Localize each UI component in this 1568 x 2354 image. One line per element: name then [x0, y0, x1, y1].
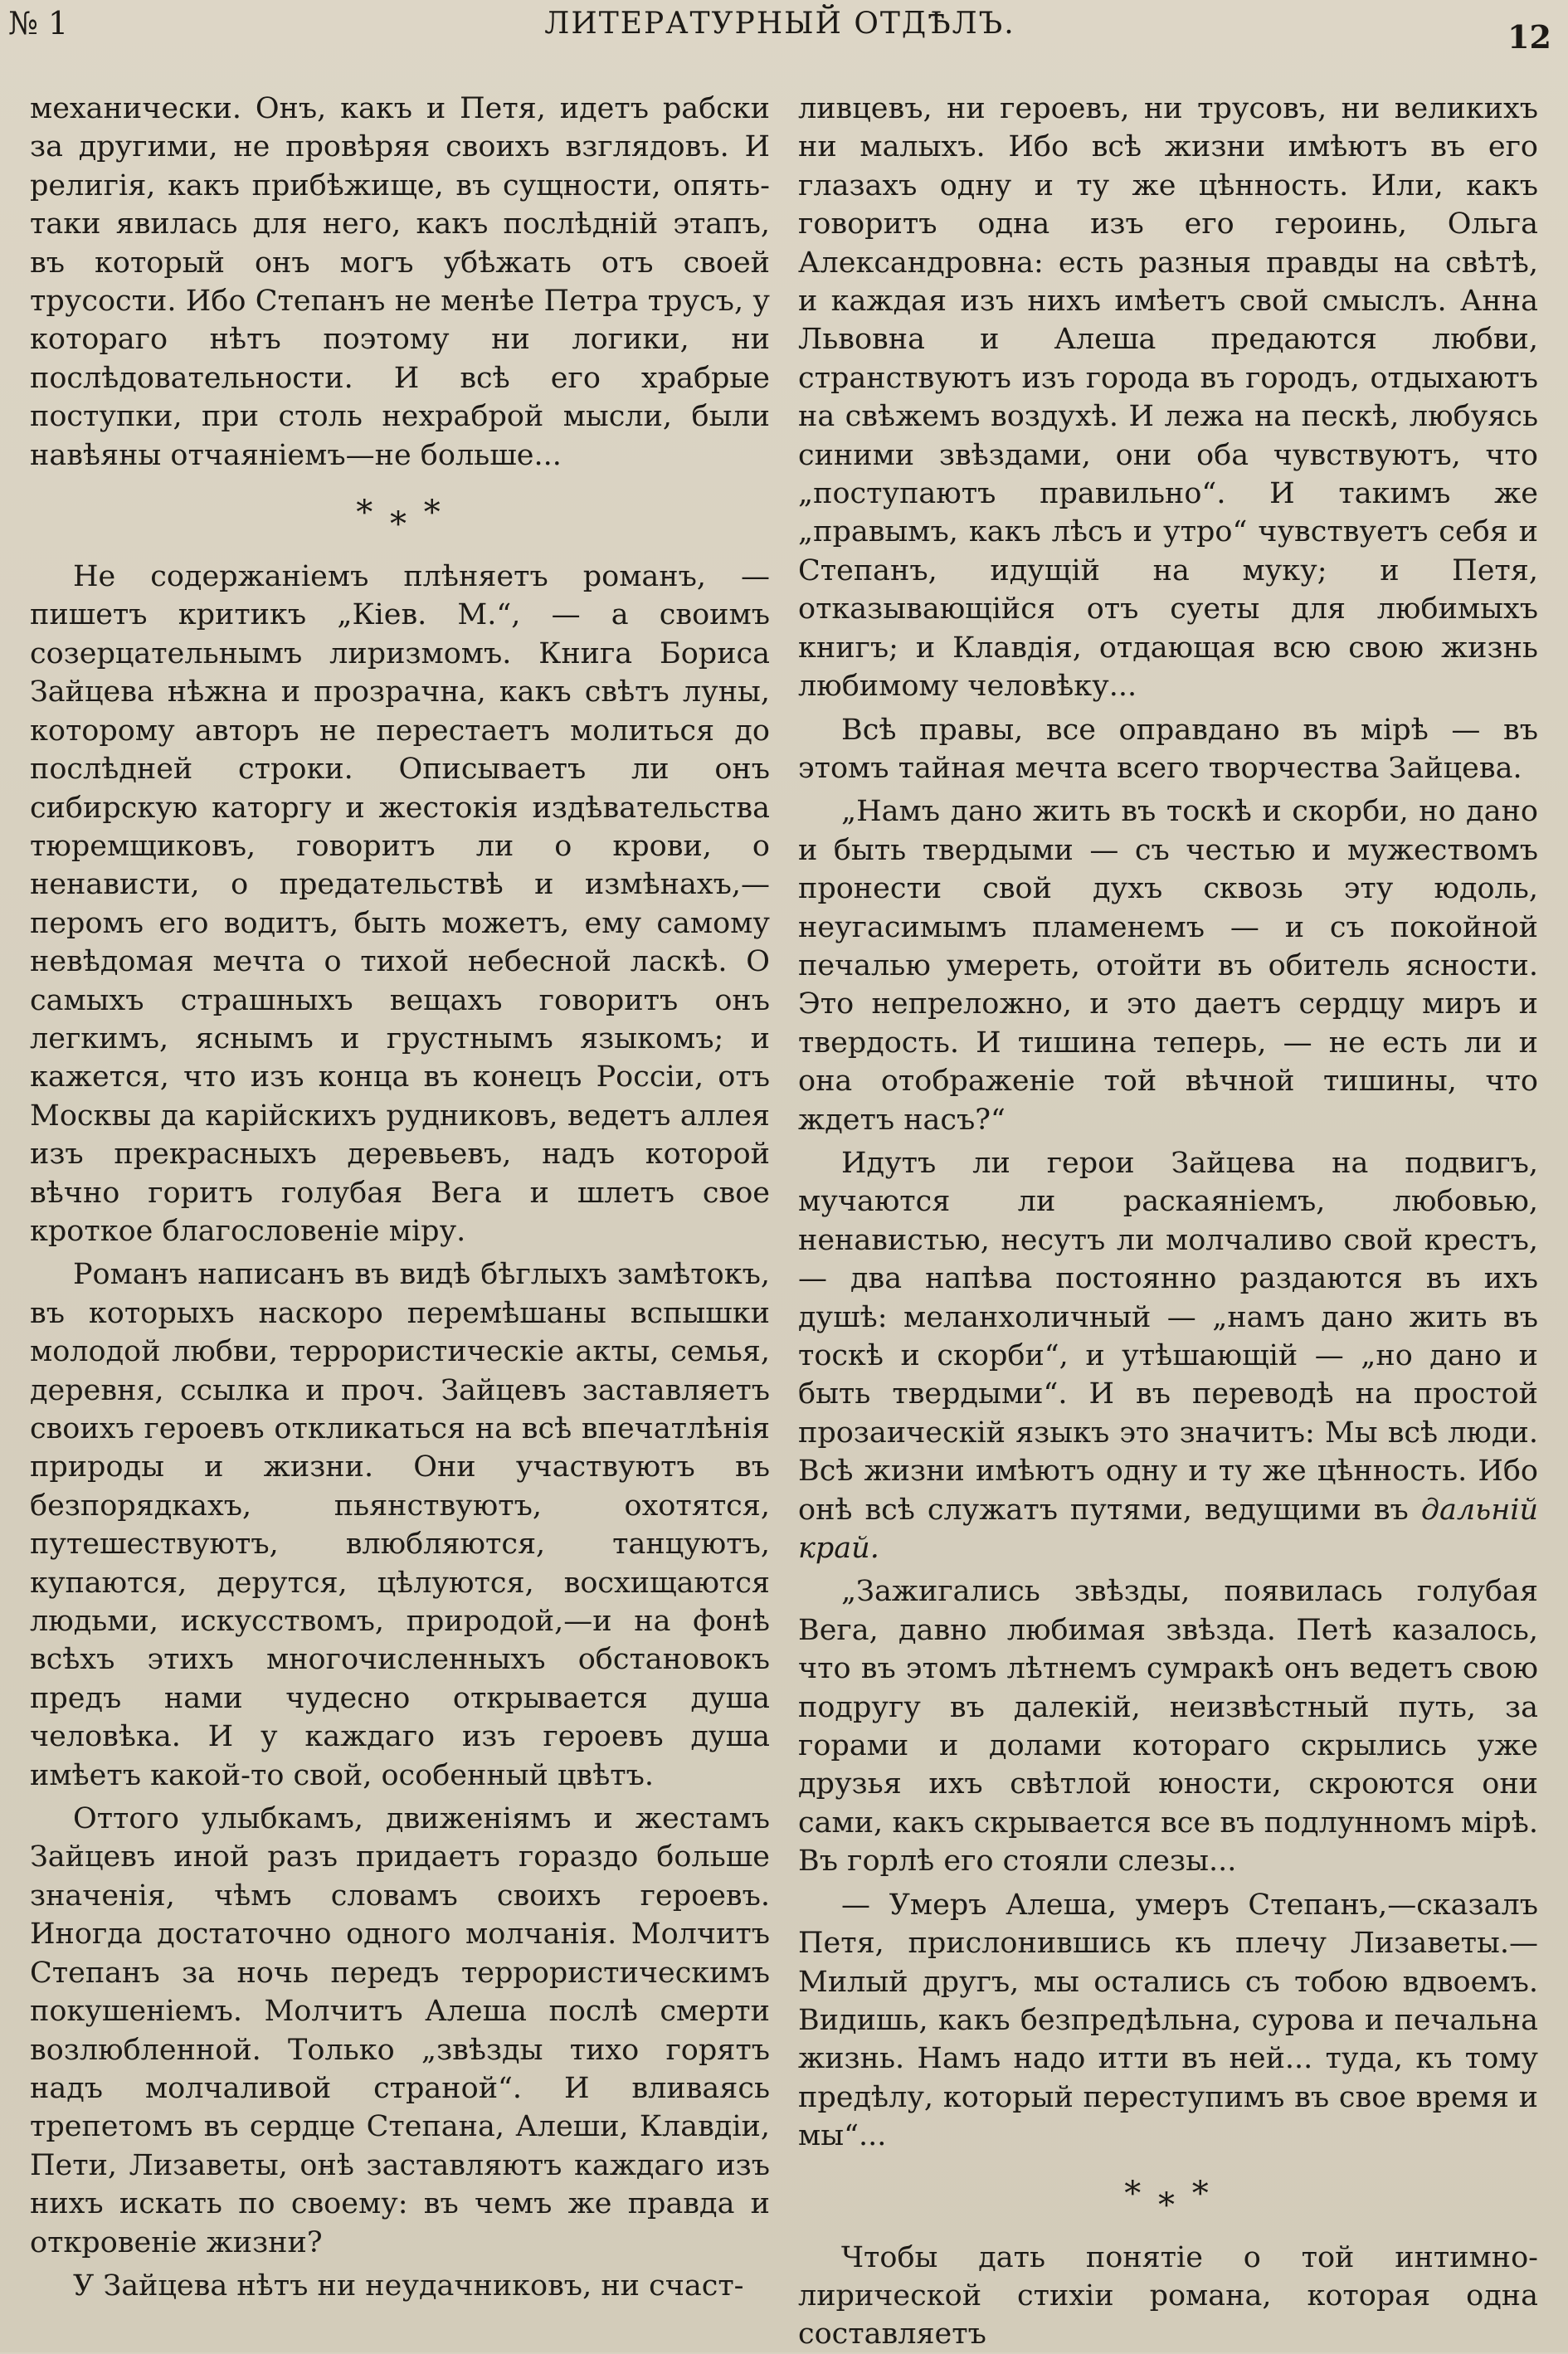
- page-number: 12: [1507, 18, 1551, 56]
- asterism-divider: * * *: [356, 494, 444, 544]
- paragraph: Оттого улыбкамъ, движеніямъ и жестамъ Зайцевъ иной разъ придаетъ гораздо больше значенія, чѣмъ словамъ своихъ героевъ. Иногда достаточно одного молчанія. Молчитъ Степанъ за ночь передъ террористическимъ покушеніемъ. Молчитъ Алеша послѣ смерти возлюбленной. Только „звѣзды тихо горятъ надъ молчаливой страной“. И вливаясь трепетомъ въ сердце Степана, Алеши, Клавдіи, Пети, Лизаветы, онѣ заставляютъ каждаго изъ нихъ искать по своему: въ чемъ же правда и откровеніе жизни?: [30, 1802, 770, 2259]
- paragraph: — Умеръ Алеша, умеръ Степанъ,—сказалъ Петя, прислонившись къ плечу Лизаветы.—Милый другъ, мы остались съ тобою вдвоемъ. Видишь, какъ безпредѣльна, сурова и печальна жизнь. Намъ надо итти въ ней... туда, къ тому предѣлу, который переступимъ въ свое время и мы“...: [798, 1888, 1538, 2153]
- paragraph: „Зажигались звѣзды, появилась голубая Вега, давно любимая звѣзда. Петѣ казалось, что въ этомъ лѣтнемъ сумракѣ онъ ведетъ свою подругу въ далекій, неизвѣстный путь, за горами и долами котораго скрылись уже друзья ихъ свѣтлой юности, скроются они сами, какъ скрывается все въ подлунномъ мірѣ. Въ горлѣ его стояли слезы...: [798, 1575, 1538, 1879]
- asterism-divider: * * *: [1124, 2174, 1212, 2225]
- paragraph: механически. Онъ, какъ и Петя, идетъ рабски за другими, не провѣряя своихъ взглядовъ. И религія, какъ прибѣжище, въ сущности, опять-таки явилась для него, какъ послѣдній этапъ, въ который онъ могъ убѣжать отъ своей трусости. Ибо Степанъ не менѣе Петра трусъ, у котораго нѣтъ поэтому ни логики, ни послѣдовательности. И всѣ его храбрые поступки, при столь нехраброй мысли, были навѣяны отчаяніемъ—не больше...: [30, 92, 770, 472]
- paragraph: Романъ написанъ въ видѣ бѣглыхъ замѣтокъ, въ которыхъ наскоро перемѣшаны вспышки молодой любви, террористическіе акты, семья, деревня, ссылка и проч. Зайцевъ заставляетъ своихъ героевъ откликаться на всѣ впечатлѣнія природы и жизни. Они участвуютъ въ безпорядкахъ, пьянствуютъ, охотятся, путешествуютъ, влюбляются, танцуютъ, купаются, дерутся, цѣлуются, восхищаются людьми, искусствомъ, природой,—и на фонѣ всѣхъ этихъ многочисленныхъ обстановокъ предъ нами чудесно открывается душа человѣка. И у каждаго изъ героевъ душа имѣетъ какой-то свой, особенный цвѣтъ.: [30, 1258, 770, 1792]
- paragraph: Не содержаніемъ плѣняетъ романъ, — пишетъ критикъ „Кіев. М.“, — а своимъ созерцательнымъ лиризмомъ. Книга Бориса Зайцева нѣжна и прозрачна, какъ свѣтъ луны, которому авторъ не перестаетъ молиться до послѣдней строки. Описываетъ ли онъ сибирскую каторгу и жестокія издѣвательства тюремщиковъ, говоритъ ли о крови, о ненависти, о предательствѣ и измѣнахъ,—перомъ его водитъ, быть можетъ, ему самому невѣдомая мечта о тихой небесной ласкѣ. О самыхъ страшныхъ вещахъ говоритъ онъ легкимъ, яснымъ и грустнымъ языкомъ; и кажется, что изъ конца въ конецъ Россіи, отъ Москвы да карійскихъ рудниковъ, ведетъ аллея изъ прекрасныхъ деревьевъ, надъ которой вѣчно горитъ голубая Вега и шлетъ свое кроткое благословеніе міру.: [30, 560, 770, 1248]
- paragraph: [798, 1144, 1538, 1567]
- italic-phrase: дальній край.: [798, 1493, 1538, 1566]
- running-title: ЛИТЕРАТУРНЫЙ ОТДѢЛЪ.: [544, 7, 1015, 41]
- paragraph: Чтобы дать понятіе о той интимно-лирической стихіи романа, которая одна составляетъ: [798, 2240, 1538, 2352]
- paragraph: „Намъ дано жить въ тоскѣ и скорби, но дано и быть твердыми — съ честью и мужествомъ пронести свой духъ сквозь эту юдоль, неугасимымъ пламенемъ — и съ покойной печалью умереть, отойти въ обитель ясности. Это непреложно, и это даетъ сердцу миръ и твердость. И тишина теперь, — не есть ли и она отображеніе той вѣчной тишины, что ждетъ насъ?“: [798, 795, 1538, 1137]
- paragraph: Всѣ правы, все оправдано въ мірѣ — въ этомъ тайная мечта всего творчества Зайцева.: [798, 713, 1538, 785]
- left-column: [30, 90, 770, 2305]
- right-column: [798, 90, 1538, 2354]
- paragraph: ливцевъ, ни героевъ, ни трусовъ, ни великихъ ни малыхъ. Ибо всѣ жизни имѣютъ въ его глазахъ одну и ту же цѣнность. Или, какъ говоритъ одна изъ его героинь, Ольга Александровна: есть разныя правды на свѣтѣ, и каждая изъ нихъ имѣетъ свой смыслъ. Анна Львовна и Алеша предаются любви, странствуютъ изъ города въ городъ, отдыхаютъ на свѣжемъ воздухѣ. И лежа на пескѣ, любуясь синими звѣздами, они оба чувствуютъ, что „поступаютъ правильно“. И такимъ же „правымъ, какъ лѣсъ и утро“ чувствуетъ себя и Степанъ, идущій на муку; и Петя, отказывающійся отъ суеты для любимыхъ книгъ; и Клавдія, отдающая всю свою жизнь любимому человѣку...: [798, 92, 1538, 704]
- issue-number: № 1: [8, 5, 69, 41]
- paragraph: У Зайцева нѣтъ ни неудачниковъ, ни счаст-: [73, 2269, 744, 2303]
- page-header: [0, 0, 1568, 58]
- paragraph-text: Идутъ ли герои Зайцева на подвигъ, мучаются ли раскаяніемъ, любовью, ненавистью, несутъ ли молчаливо свой крестъ, — два напѣва постоянно раздаются въ ихъ душѣ: меланхоличный — „намъ дано жить въ тоскѣ и скорби“, и утѣшающій — „но дано и быть твердыми“. И въ переводѣ на простой прозаическій языкъ это значитъ: Мы всѣ люди. Всѣ жизни имѣютъ одну и ту же цѣнность. Ибо онѣ всѣ служатъ путями, ведущими въ: [798, 1146, 1538, 1527]
